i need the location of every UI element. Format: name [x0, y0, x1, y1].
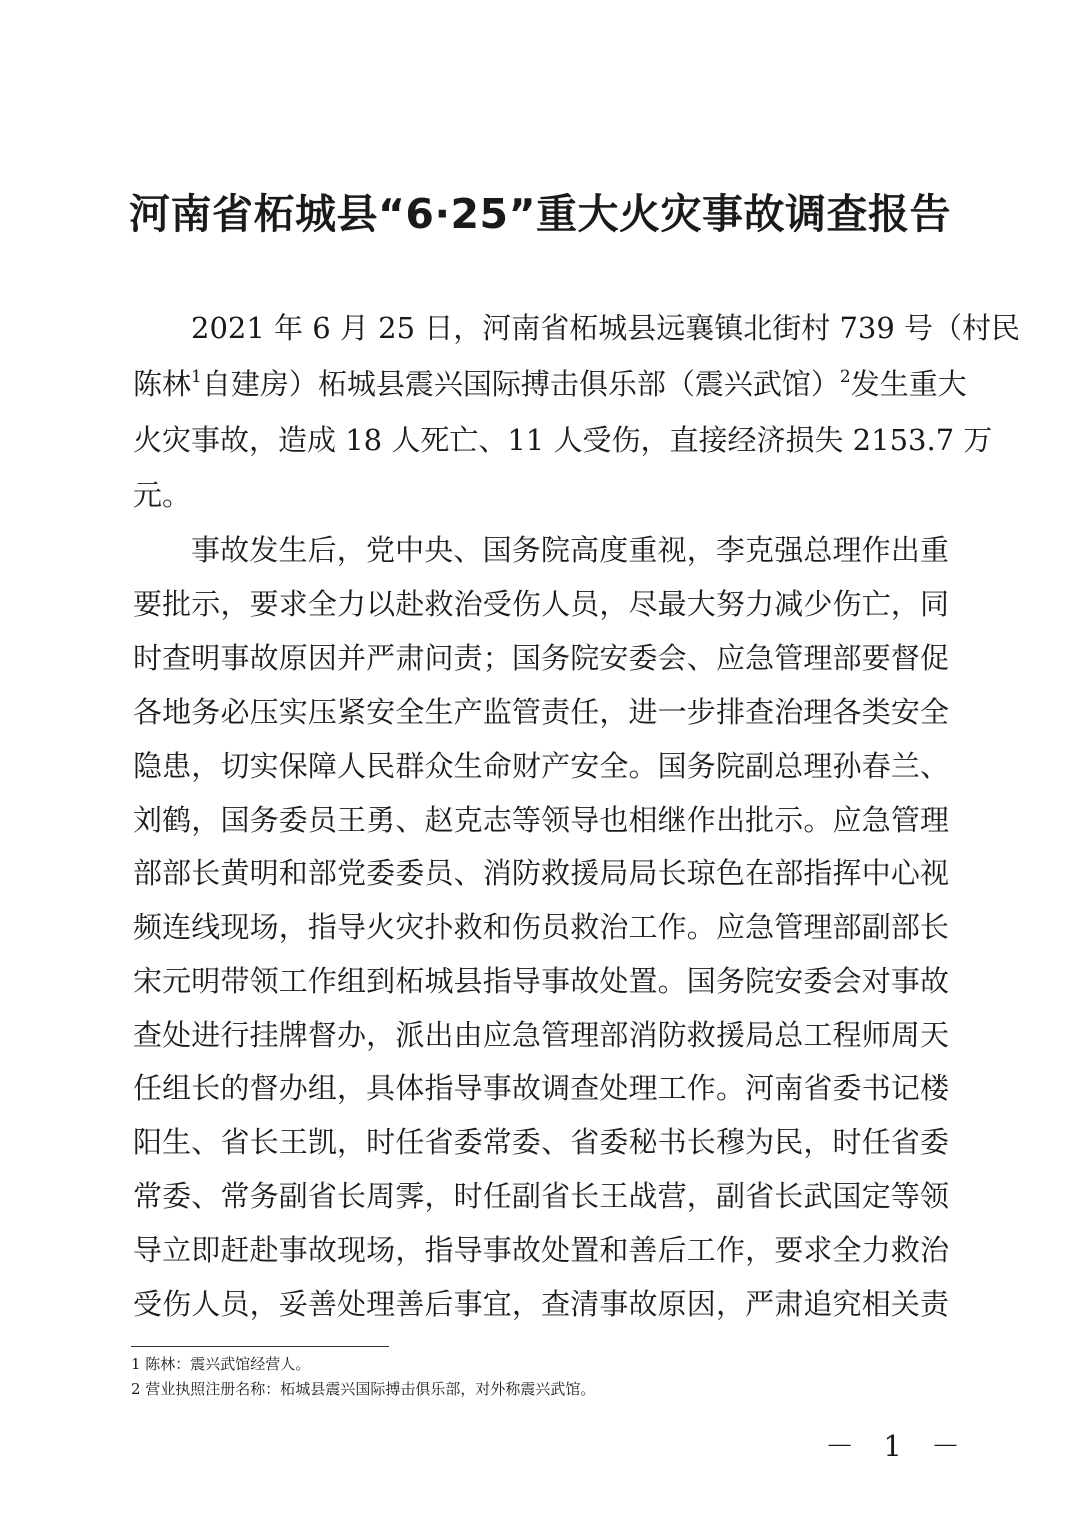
paragraph-2-line-11: 任组长的督办组，具体指导事故调查处理工作。河南省委书记楼	[133, 1071, 949, 1105]
paragraph-1-line-2-prefix: 陈林	[133, 367, 192, 401]
paragraph-2-line-15: 受伤人员，妥善处理善后事宜，查清事故原因，严肃追究相关责	[133, 1287, 949, 1321]
paragraph-2-line-14: 导立即赶赴事故现场，指导事故处置和善后工作，要求全力救治	[133, 1233, 949, 1267]
footnote-1: 1 陈林：震兴武馆经营人。	[131, 1355, 311, 1373]
paragraph-2-line-2: 要批示，要求全力以赴救治受伤人员，尽最大努力减少伤亡，同	[133, 587, 949, 621]
paragraph-2-line-5: 隐患，切实保障人民群众生命财产安全。国务院副总理孙春兰、	[133, 749, 949, 783]
paragraph-2-line-6: 刘鹤，国务委员王勇、赵克志等领导也相继作出批示。应急管理	[133, 803, 949, 837]
paragraph-2-line-10: 查处进行挂牌督办，派出由应急管理部消防救援局总工程师周天	[133, 1018, 949, 1052]
paragraph-2-line-12: 阳生、省长王凯，时任省委常委、省委秘书长穆为民，时任省委	[133, 1125, 949, 1159]
paragraph-2-line-13: 常委、常务副省长周霁，时任副省长王战营，副省长武国定等领	[133, 1179, 949, 1213]
paragraph-2-line-9: 宋元明带领工作组到柘城县指导事故处置。国务院安委会对事故	[133, 964, 949, 998]
paragraph-2-line-3: 时查明事故原因并严肃问责；国务院安委会、应急管理部要督促	[133, 641, 949, 675]
page-number: － 1 －	[825, 1429, 970, 1463]
footnote-mark-2[interactable]: 2	[839, 367, 851, 387]
paragraph-1-line-3: 火灾事故，造成 18 人死亡、11 人受伤，直接经济损失 2153.7 万	[133, 423, 993, 457]
paragraph-1-line-2-body: 自建房）柘城县震兴国际搏击俱乐部（震兴武馆）	[201, 367, 840, 401]
footnote-2: 2 营业执照注册名称：柘城县震兴国际搏击俱乐部，对外称震兴武馆。	[131, 1380, 596, 1398]
footnote-mark-1[interactable]: 1	[191, 367, 202, 387]
paragraph-1-line-4: 元。	[133, 478, 192, 512]
paragraph-2-line-8: 频连线现场，指导火灾扑救和伤员救治工作。应急管理部副部长	[133, 910, 949, 944]
paragraph-2-line-4: 各地务必压实压紧安全生产监管责任，进一步排查治理各类安全	[133, 695, 949, 729]
paragraph-1-line-1: 2021 年 6 月 25 日，河南省柘城县远襄镇北街村 739 号（村民	[191, 311, 1021, 345]
paragraph-2-line-1: 事故发生后，党中央、国务院高度重视，李克强总理作出重	[191, 533, 949, 567]
paragraph-1-line-2-suffix: 发生重大	[850, 367, 967, 401]
footnote-separator	[131, 1346, 389, 1347]
paragraph-1-line-2	[133, 356, 967, 412]
report-title: 河南省柘城县“6·25”重大火灾事故调查报告	[128, 190, 952, 238]
paragraph-2-line-7: 部部长黄明和部党委委员、消防救援局局长琼色在部指挥中心视	[133, 856, 949, 890]
